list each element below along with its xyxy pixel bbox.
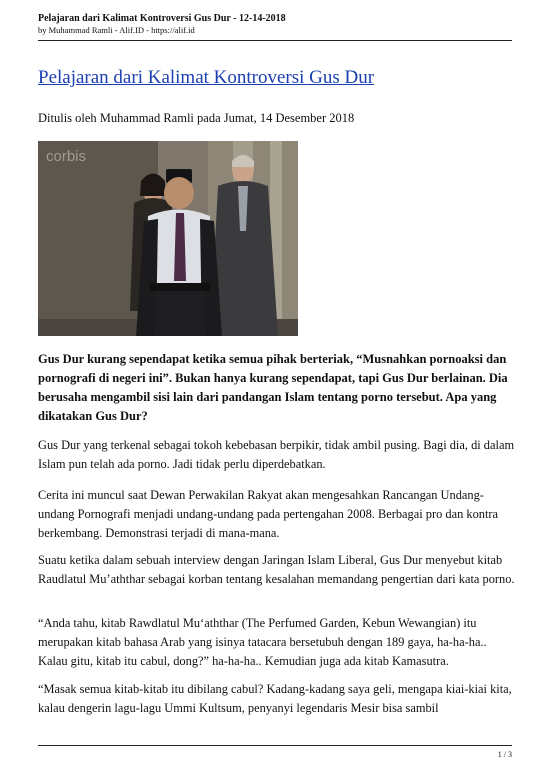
- page-number: 1 / 3: [497, 750, 512, 759]
- footer-divider: [38, 745, 512, 746]
- page-header: [38, 13, 512, 36]
- header-title: Pelajaran dari Kalimat Kontroversi Gus Dur - 12-14-2018: [38, 13, 286, 24]
- article-paragraph-5: “Masak semua kitab-kitab itu dibilang cabul? Kadang-kadang saya geli, mengapa kiai-kiai kita, kalau dengerin lagu-lagu Ummi Kultsum, penyanyi legendaris Mesir bisa sambil: [38, 682, 512, 715]
- article-photo: [38, 141, 298, 336]
- article-paragraph-3: Suatu ketika dalam sebuah interview dengan Jaringan Islam Liberal, Gus Dur menyebut kitab Raudlatul Mu’aththar sebagai korban tentang kesalahan memandang pengertian dari kata porno.: [38, 553, 515, 586]
- header-divider: [38, 40, 512, 41]
- article-byline: Ditulis oleh Muhammad Ramli pada Jumat, 14 Desember 2018: [38, 111, 355, 125]
- photo-illustration: [38, 141, 298, 336]
- article-paragraph-1: Gus Dur yang terkenal sebagai tokoh kebebasan berpikir, tidak ambil pusing. Bagi dia, di dalam Islam pun telah ada porno. Jadi tidak perlu diperdebatkan.: [38, 438, 515, 471]
- article-lead: Gus Dur kurang sependapat ketika semua pihak berteriak, “Musnahkan pornoaksi dan pornografi di negeri ini”. Bukan hanya kurang sependapat, tapi Gus Dur berlainan. Dia berusaha mengambil sisi lain dari pandangan Islam tentang porno tersebut. Apa yang dikatakan Gus Dur?: [38, 352, 508, 423]
- photo-watermark: corbis: [46, 148, 87, 165]
- article-title[interactable]: Pelajaran dari Kalimat Kontroversi Gus Dur: [38, 67, 375, 88]
- header-subtitle: by Muhammad Ramli - Alif.ID - https://alif.id: [38, 25, 195, 35]
- article-paragraph-4: “Anda tahu, kitab Rawdlatul Mu‘aththar (The Perfumed Garden, Kebun Wewangian) itu merupakan kitab bahasa Arab yang isinya tatacara bersetubuh dengan 189 gaya, ha-ha-ha.. Kalau gitu, kitab itu cabul, dong?” ha-ha-ha.. Kemudian juga ada kitab Kamasutra.: [38, 616, 487, 668]
- article-paragraph-2: Cerita ini muncul saat Dewan Perwakilan Rakyat akan mengesahkan Rancangan Undang-undang Pornografi menjadi undang-undang pada pertengahan 2008. Berbagai pro dan kontra berkembang. Demonstrasi terjadi di mana-mana.: [38, 488, 499, 540]
